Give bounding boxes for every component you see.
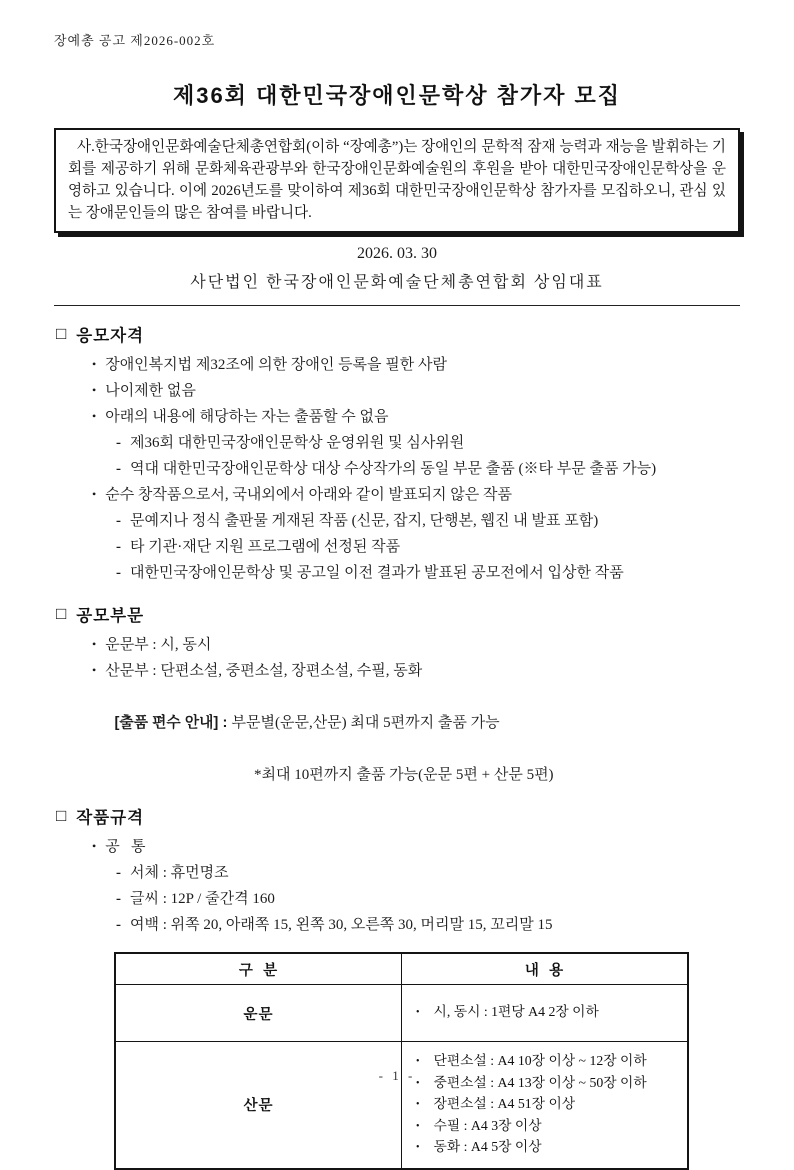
spec-table-header-content: 내 용 [402, 953, 689, 985]
notice-number: 장예총 공고 제2026-002호 [54, 33, 216, 48]
sub-list-item-text: 글씨 : 12P / 줄간격 160 [130, 891, 275, 907]
table-cell-line [416, 1002, 677, 1024]
bullet-icon: • [416, 1142, 420, 1153]
dash-icon: - [116, 891, 121, 907]
bullet-icon: • [92, 487, 97, 501]
issuer-name: 사단법인 한국장애인문화예술단체총연합회 상임대표 [190, 274, 604, 291]
list-item-text: 아래의 내용에 해당하는 자는 출품할 수 없음 [105, 409, 389, 425]
list-item [92, 352, 740, 378]
spec-table-header-category: 구 분 [115, 953, 402, 985]
dash-icon: - [116, 565, 121, 581]
table-cell-text: 동화 : A4 5장 이상 [433, 1139, 542, 1154]
bullet-icon: • [92, 409, 97, 423]
bullet-icon: • [92, 637, 97, 651]
square-marker-icon: □ [56, 805, 68, 825]
list-item [92, 482, 740, 508]
table-row [115, 1042, 688, 1169]
section-format [54, 804, 740, 1170]
bullet-icon: • [92, 663, 97, 677]
announcement-date: 2026. 03. 30 [357, 245, 437, 262]
table-cell-text: 중편소설 : A4 13장 이상 ~ 50장 이하 [433, 1074, 647, 1090]
dash-icon: - [116, 513, 121, 529]
dash-icon: - [116, 461, 121, 477]
list-item-text: 공 통 [105, 839, 146, 855]
sub-list-item [116, 430, 740, 456]
sub-list-item-text: 대한민국장애인문학상 및 공고일 이전 결과가 발표된 공모전에서 입상한 작품 [130, 565, 624, 581]
dash-icon: - [116, 865, 121, 881]
table-row [115, 985, 688, 1042]
bullet-icon: • [416, 1056, 420, 1067]
spec-table [114, 952, 689, 1170]
page-title: 제36회 대한민국장애인문학상 참가자 모집 [172, 83, 622, 108]
section-heading [56, 322, 740, 346]
list-item-text: 운문부 : 시, 동시 [105, 637, 212, 653]
table-cell-text: 장편소설 : A4 51장 이상 [433, 1096, 576, 1111]
bullet-icon: • [416, 1099, 420, 1110]
sub-list-item-text: 여백 : 위쪽 20, 아래쪽 15, 왼쪽 30, 오른쪽 30, 머리말 15, 꼬리말 15 [130, 917, 553, 933]
sub-list-item-text: 타 기관·재단 지원 프로그램에 선정된 작품 [130, 539, 401, 555]
sub-list-item [116, 912, 740, 938]
list-item [92, 632, 740, 658]
list-item [92, 404, 740, 430]
dash-icon: - [116, 917, 121, 933]
table-cell-text: 단편소설 : A4 10장 이상 ~ 12장 이하 [433, 1053, 647, 1068]
square-marker-icon: □ [56, 603, 68, 623]
entry-count-note-text: 부문별(운문,산문) 최대 5편까지 출품 가능 [231, 715, 500, 731]
sub-list-item-text: 제36회 대한민국장애인문학상 운영위원 및 심사위원 [130, 435, 465, 451]
sub-list-item [116, 860, 740, 886]
sub-list-item-text: 문예지나 정식 출판물 게재된 작품 (신문, 잡지, 단행본, 웹진 내 발표 포함) [130, 513, 599, 529]
list-item-text: 장애인복지법 제32조에 의한 장애인 등록을 필한 사람 [105, 357, 447, 373]
section-categories [54, 602, 740, 788]
sub-list-item-text: 역대 대한민국장애인문학상 대상 수상작가의 동일 부문 출품 (※타 부문 출품 가능) [130, 461, 657, 477]
list-item-text: 순수 창작품으로서, 국내외에서 아래와 같이 발표되지 않은 작품 [105, 487, 512, 503]
list-item-text: 나이제한 없음 [105, 383, 196, 399]
page-number: - 1 - [378, 1068, 416, 1083]
table-cell-text: 수필 : A4 3장 이상 [433, 1117, 542, 1133]
dash-icon: - [116, 539, 121, 555]
list-item [92, 378, 740, 404]
section-heading-text: 공모부문 [76, 607, 145, 625]
sub-list-item [116, 886, 740, 912]
sub-list-item-text: 서체 : 휴먼명조 [130, 865, 229, 881]
section-heading [56, 804, 740, 828]
table-cell-line [416, 1094, 677, 1116]
spec-table-header-row [115, 953, 688, 985]
entry-count-note-continued: *최대 10편까지 출품 가능(운문 5편 + 산문 5편) [254, 767, 554, 783]
entry-count-note-label: [출품 편수 안내] : [114, 715, 232, 731]
list-item-text: 산문부 : 단편소설, 중편소설, 장편소설, 수필, 동화 [105, 663, 423, 679]
section-heading-text: 응모자격 [76, 327, 145, 345]
dash-icon: - [116, 435, 121, 451]
bullet-icon: • [92, 839, 97, 853]
horizontal-divider [54, 305, 740, 306]
table-cell-text: 시, 동시 : 1편당 A4 2장 이하 [433, 1004, 599, 1020]
sub-list-item [116, 456, 740, 482]
intro-text: 사.한국장애인문화예술단체총연합회(이하 “장예총”)는 장애인의 문학적 잠재 능력과 재능을 발휘하는 기회를 제공하기 위해 문화체육관광부와 한국장애인문화예술원의 후원을 받아 대한민국장애인문학상을 운영하고 있습니다. 이에 2026년도를 맞이하여 제36회 대한민국장애인문학상 참가자를 모집하오니, 관심 있는 장애문인들의 많은 참여를 바랍니다. [68, 139, 727, 221]
entry-count-note [92, 684, 740, 762]
bullet-icon: • [416, 1120, 420, 1132]
section-heading-text: 작품규격 [76, 809, 145, 827]
bullet-icon: • [416, 1077, 420, 1089]
section-eligibility [54, 322, 740, 586]
section-heading [56, 602, 740, 626]
table-row-content [402, 1042, 689, 1169]
sub-list-item [116, 534, 740, 560]
bullet-icon: • [416, 1007, 420, 1019]
bullet-icon: • [92, 383, 97, 397]
list-item [92, 658, 740, 684]
table-cell-line [416, 1116, 677, 1138]
table-row-content [402, 985, 689, 1042]
sub-list-item [116, 508, 740, 534]
table-cell-line [416, 1137, 677, 1159]
table-row-label: 운문 [115, 985, 402, 1042]
table-row-label: 산문 [115, 1042, 402, 1169]
list-item [92, 834, 740, 860]
intro-notice-box [54, 128, 740, 233]
square-marker-icon: □ [56, 323, 68, 343]
bullet-icon: • [92, 357, 97, 371]
sub-list-item [116, 560, 740, 586]
